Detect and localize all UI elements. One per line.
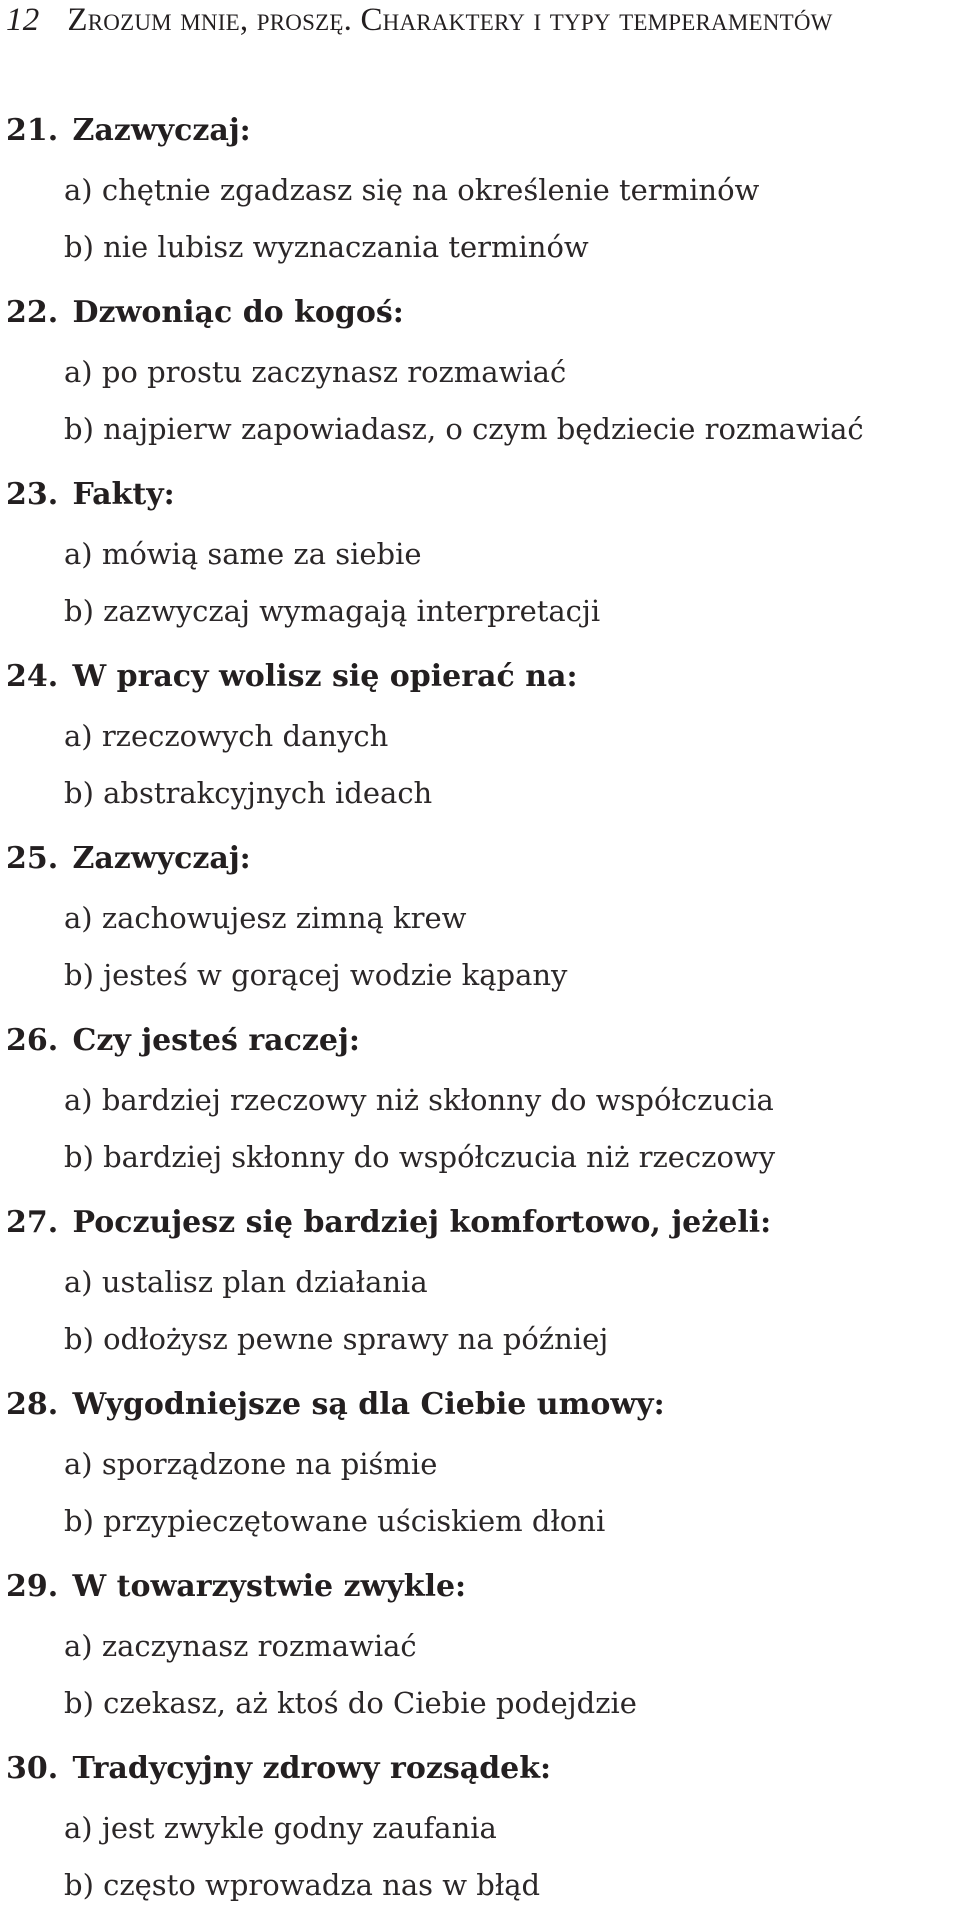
question-heading [6,1010,956,1072]
option-a: a) sporządzone na piśmie [64,1447,438,1481]
running-head [6,0,833,40]
question-prompt: Tradycyjny zdrowy rozsądek: [72,1751,552,1786]
question-number: 25. [6,841,59,876]
question-heading [6,1556,956,1618]
option-a: a) po prostu zaczynasz rozmawiać [64,355,567,389]
question-25 [6,828,956,1004]
option-a: a) mówią same za siebie [64,537,422,571]
option-b: b) odłożysz pewne sprawy na później [64,1322,609,1356]
question-prompt: W towarzystwie zwykle: [72,1569,467,1604]
option-b: b) zazwyczaj wymagają interpretacji [64,594,601,628]
question-number: 24. [6,659,59,694]
question-prompt: Dzwoniąc do kogoś: [72,295,404,330]
question-prompt: Poczujesz się bardziej komfortowo, jeżeli: [72,1205,772,1240]
option-b: b) często wprowadza nas w błąd [64,1868,541,1902]
question-heading [6,646,956,708]
option-b: b) czekasz, aż ktoś do Ciebie podejdzie [64,1686,637,1720]
question-number: 30. [6,1751,59,1786]
option-a: a) zaczynasz rozmawiać [64,1629,417,1663]
option-a: a) rzeczowych danych [64,719,389,753]
question-heading [6,828,956,890]
question-number: 29. [6,1569,59,1604]
question-prompt: Fakty: [72,477,175,512]
question-heading [6,100,956,162]
question-prompt: Zazwyczaj: [72,841,251,876]
question-number: 28. [6,1387,59,1422]
option-b: b) abstrakcyjnych ideach [64,776,433,810]
question-number: 27. [6,1205,59,1240]
question-heading [6,282,956,344]
question-number: 26. [6,1023,59,1058]
question-prompt: Wygodniejsze są dla Ciebie umowy: [72,1387,665,1422]
question-24 [6,646,956,822]
option-b: b) bardziej skłonny do współczucia niż rzeczowy [64,1140,776,1174]
question-30 [6,1738,956,1914]
question-number: 23. [6,477,59,512]
question-list [6,100,956,1920]
question-29 [6,1556,956,1732]
question-26 [6,1010,956,1186]
question-prompt: Czy jesteś raczej: [72,1023,360,1058]
option-a: a) zachowujesz zimną krew [64,901,467,935]
question-22 [6,282,956,458]
question-23 [6,464,956,640]
question-heading [6,464,956,526]
running-title: Zrozum mnie, proszę. Charaktery i typy temperamentów [67,2,833,38]
option-a: a) chętnie zgadzasz się na określenie terminów [64,173,760,207]
question-heading [6,1738,956,1800]
option-a: a) jest zwykle godny zaufania [64,1811,497,1845]
question-heading [6,1192,956,1254]
question-21 [6,100,956,276]
question-27 [6,1192,956,1368]
question-prompt: W pracy wolisz się opierać na: [72,659,578,694]
question-number: 22. [6,295,59,330]
option-b: b) nie lubisz wyznaczania terminów [64,230,589,264]
question-28 [6,1374,956,1550]
question-prompt: Zazwyczaj: [72,113,251,148]
option-a: a) ustalisz plan działania [64,1265,428,1299]
option-b: b) przypieczętowane uściskiem dłoni [64,1504,606,1538]
page-number: 12 [6,2,40,38]
option-a: a) bardziej rzeczowy niż skłonny do współczucia [64,1083,774,1117]
option-b: b) najpierw zapowiadasz, o czym będziecie rozmawiać [64,412,864,446]
question-number: 21. [6,113,59,148]
option-b: b) jesteś w gorącej wodzie kąpany [64,958,568,992]
question-heading [6,1374,956,1436]
